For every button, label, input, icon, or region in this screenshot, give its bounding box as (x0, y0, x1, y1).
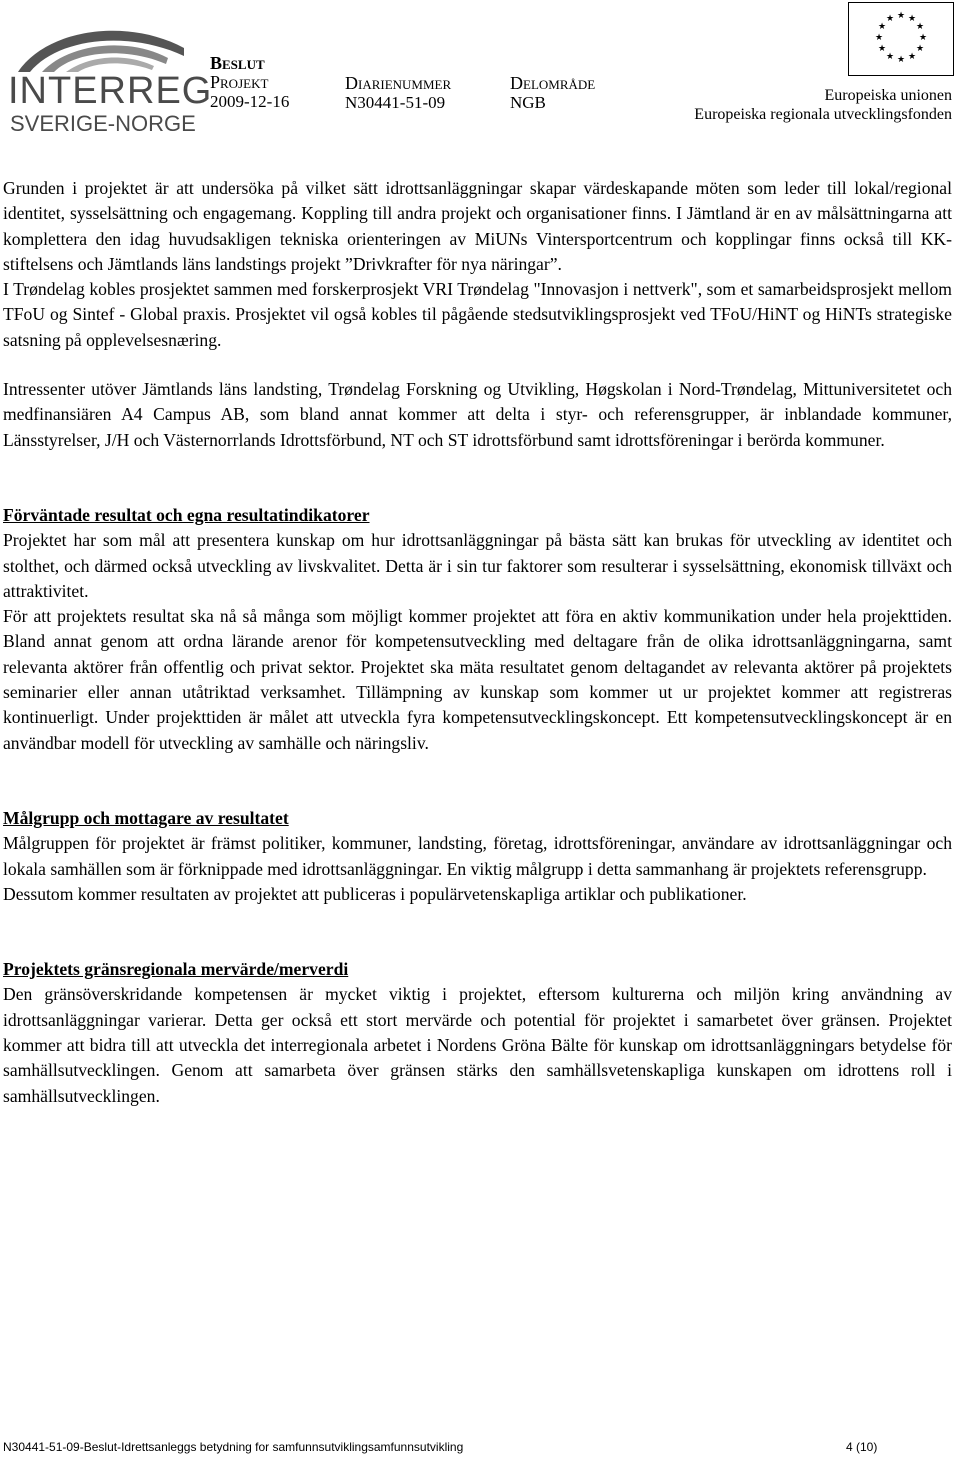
page-header (0, 0, 960, 136)
heading-malgrupp: Målgrupp och mottagare av resultatet (3, 807, 289, 828)
heading-mervarde: Projektets gränsregionala mervärde/merverdi (3, 959, 349, 980)
svg-text:★: ★ (885, 14, 895, 24)
svg-text:★: ★ (877, 44, 887, 54)
svg-text:★: ★ (907, 52, 917, 62)
interreg-arc-icon (8, 18, 188, 74)
eu-flag-icon (848, 2, 954, 76)
svg-text:★: ★ (885, 52, 895, 62)
delomrade-label: Delområde (510, 73, 596, 93)
svg-text:★: ★ (877, 22, 887, 32)
delomrade-value: NGB (510, 93, 546, 112)
paragraph-grunden: Grunden i projektet är att undersöka på vilket sätt idrottsanläggningar skapar värdeskapande möten som leder till lokal/regional identitet, sysselsättning och engagemang. Koppling till andra projekt och organisationer finns. I Jämtland är en av målsättningarna att komplettera den idag huvudsakligen tekniska orienteringen av MiUNs Vintersportcentrum och kopplingar finns också till KK-stiftelsens och Jämtlands läns landstings projekt ”Drivkrafter för nya näringar”. (3, 178, 952, 274)
eu-line-2: Europeiska regionala utvecklingsfonden (694, 106, 952, 123)
diarienummer-label: Diarienummer (345, 73, 452, 93)
heading-forvantade-resultat: Förväntade resultat och egna resultatindikatorer (3, 504, 370, 525)
diarienummer-block (345, 74, 451, 112)
paragraph-kommunikation: För att projektets resultat ska nå så många som möjligt kommer projektet att föra en aktiv kommunikation under hela projekttiden. Bland annat genom att ordna lärande arenor för kompetensutveckling med deltagare från de olika idrottsanläggningarna, samt relevanta aktörer från offentlig och privat sektor. Projektet ska mäta resultatet genom deltagandet av relevanta aktörer på projektets seminarier eller annan utåtriktad verksamhet. Tillämpning av kunskap som kommer ut ur projektet kommer att registreras kontinuerligt. Under projekttiden är målet att utveckla fyra kompetensutvecklingskoncept. Ett kompetensutvecklingskoncept är en användbar modell för utveckling av samhälle och näringsliv. (3, 606, 952, 753)
svg-text:★: ★ (907, 14, 917, 24)
paragraph-resultat-mal: Projektet har som mål att presentera kunskap om hur idrottsanläggningar på bästa sätt kan brukas för utveckling av identitet och stolthet, och därmed också utveckling av livskvalitet. Detta är i sin tur faktorer som resulterar i sysselsättning, ekonomisk tillväxt och attraktivitet. (3, 530, 952, 601)
logo-subtitle: SVERIGE-NORGE (10, 111, 196, 136)
beslut-block (210, 54, 289, 111)
document-body (3, 176, 952, 1109)
delomrade-block (510, 74, 595, 112)
svg-text:★: ★ (896, 55, 906, 65)
projekt-label: Projekt (210, 72, 269, 92)
diarienummer-value: N30441-51-09 (345, 93, 446, 112)
logo-wordmark: INTERREG (8, 70, 213, 112)
paragraph-mervarde: Den gränsöverskridande kompetensen är mycket viktig i projektet, eftersom kulturerna och miljön kring användning av idrottsanläggningar varierar. Detta ger också ett stort mervärde och potential för projektet i samarbetet över gränsen. Projektet kommer att bidra till att utveckla det interregionala arbetet i Nordens Gröna Bälte för kunskap om idrottsanläggningars betydelse för samhällsutvecklingen. Genom att samarbeta över gränsen stärks den samhällsvetenskapliga kunskapen om idrottens roll i samhällsutvecklingen. (3, 984, 952, 1106)
paragraph-trondelag: I Trøndelag kobles prosjektet sammen med forskerprosjekt VRI Trøndelag "Innovasjon i nettverk", som et samarbeidsprosjekt mellom TFoU og Sintef - Global praxis. Prosjektet vil også kobles til pågående stedsutviklingsprosjekt ved TFoU/HiNT og HiNTs strategiske satsning på opplevelsesnæring. (3, 279, 952, 350)
footer-page-number: 4 (10) (846, 1440, 878, 1454)
svg-text:★: ★ (896, 11, 906, 21)
paragraph-publicering: Dessutom kommer resultaten av projektet att publiceras i populärvetenskapliga artiklar och publikationer. (3, 883, 747, 904)
beslut-date: 2009-12-16 (210, 92, 290, 111)
paragraph-malgrupp: Målgruppen för projektet är främst politiker, kommuner, landsting, företag, idrottsföreningar, användare av idrottsanläggningar och lokala samhällen som är förknippade med idrottsanläggningar. En viktig målgrupp i detta sammanhang är projektets referensgrupp. (3, 833, 952, 879)
footer-document-reference: N30441-51-09-Beslut-Idrettsanleggs betydning for samfunnsutviklingsamfunnsutvikling (3, 1440, 464, 1454)
svg-text:★: ★ (915, 44, 925, 54)
svg-text:★: ★ (915, 22, 925, 32)
beslut-label: Beslut (210, 53, 265, 73)
interreg-logo (8, 18, 213, 136)
svg-text:★: ★ (918, 33, 928, 43)
paragraph-intressenter: Intressenter utöver Jämtlands läns landsting, Trøndelag Forskning og Utvikling, Høgskolan i Nord-Trøndelag, Mittuniversitetet och medfinansiären A4 Campus AB, som bland annat kommer att delta i styr- och referensgrupper, är inblandade kommuner, Länsstyrelser, J/H och Västernorrlands Idrottsförbund, NT och ST idrottsförbund samt idrottsföreningar i berörda kommuner. (3, 379, 952, 450)
svg-text:★: ★ (874, 33, 884, 43)
eu-line-1: Europeiska unionen (824, 87, 952, 104)
eu-caption (694, 86, 952, 124)
